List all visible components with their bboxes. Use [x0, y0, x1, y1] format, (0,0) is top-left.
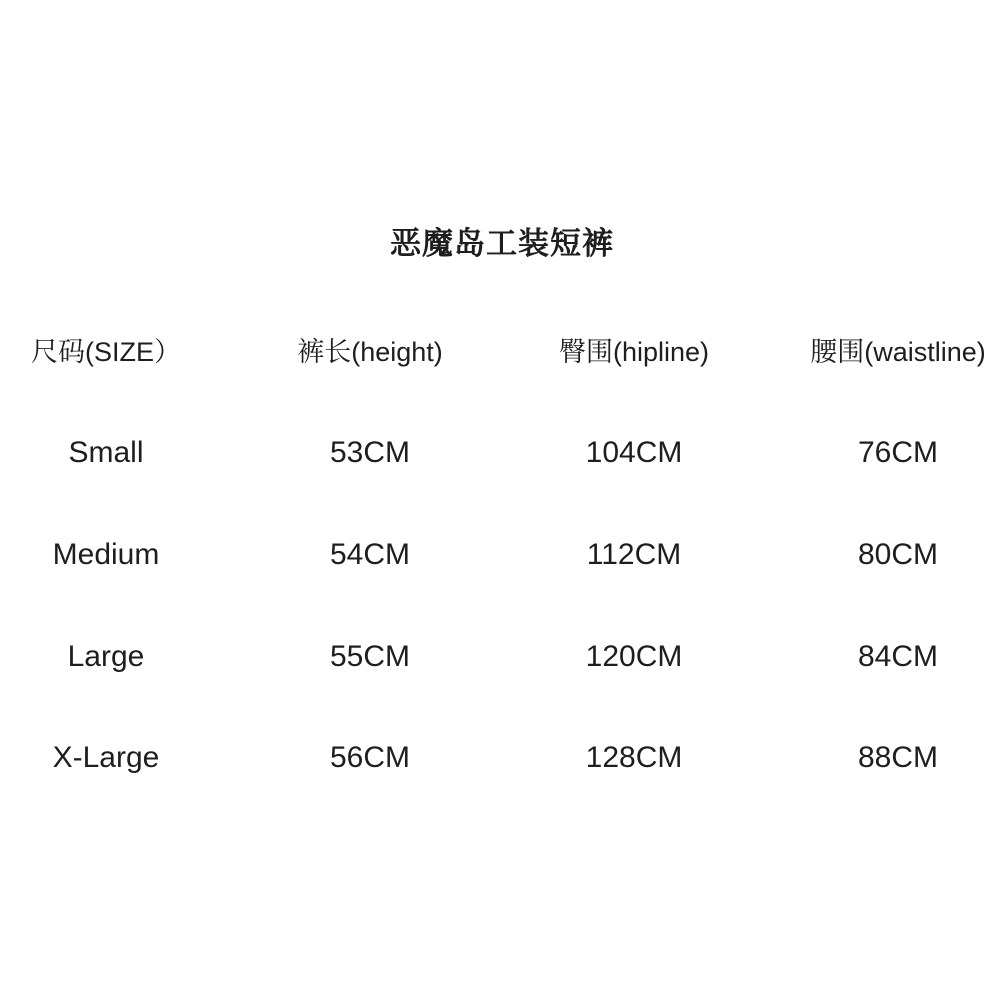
table-header-row — [0, 336, 1000, 368]
hipline-value-cell: 112CM — [586, 538, 682, 571]
column-header-waistline: 腰围(waistline) — [810, 337, 986, 367]
height-value-cell: 53CM — [329, 436, 411, 469]
column-header-size: 尺码(SIZE） — [30, 337, 181, 367]
table-row — [0, 742, 1000, 774]
size-label-cell: Large — [67, 640, 145, 673]
hipline-value-cell: 120CM — [585, 640, 683, 673]
waistline-value-cell: 88CM — [857, 741, 939, 774]
product-title: 恶魔岛工装短裤 — [390, 226, 614, 261]
hipline-value-cell: 128CM — [585, 741, 683, 774]
waistline-value-cell: 76CM — [857, 436, 939, 469]
size-label-cell: X-Large — [52, 741, 160, 774]
hipline-value-cell: 104CM — [585, 436, 683, 469]
height-value-cell: 55CM — [329, 640, 411, 673]
column-header-hipline: 臀围(hipline) — [558, 337, 710, 367]
height-value-cell: 54CM — [329, 538, 411, 571]
waistline-value-cell: 80CM — [857, 538, 939, 571]
table-row — [0, 437, 1000, 469]
waistline-value-cell: 84CM — [857, 640, 939, 673]
table-row — [0, 641, 1000, 673]
size-label-cell: Medium — [52, 538, 160, 571]
size-label-cell: Small — [68, 436, 144, 469]
height-value-cell: 56CM — [329, 741, 411, 774]
table-row — [0, 539, 1000, 571]
column-header-height: 裤长(height) — [297, 337, 443, 367]
